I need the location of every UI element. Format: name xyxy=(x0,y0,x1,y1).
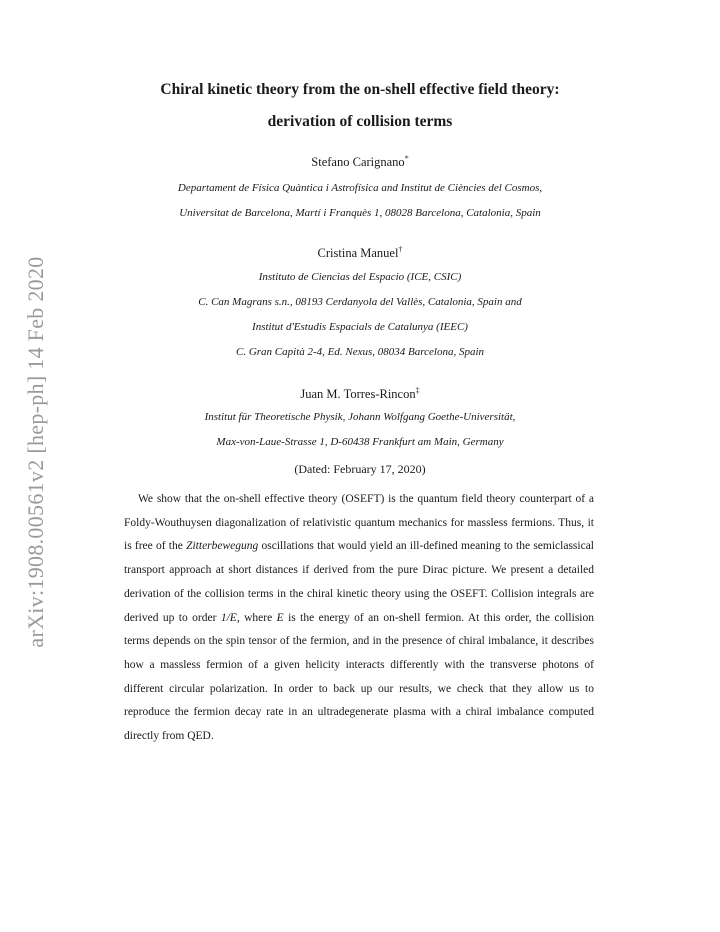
paper-title xyxy=(0,74,720,138)
abstract: We show that the on-shell effective theory (OSEFT) is the quantum field theory counterpart of a Foldy-Wouthuysen diagonalization of relativistic quantum mechanics for massless fermions. Thus, it is free of the Zitterbewegung oscillations that would yield an ill-defined meaning to the semiclassical transport approach at short distances if derived from the pure Dirac picture. We present a detailed derivation of the collision terms in the chiral kinetic theory using the OSEFT. Collision integrals are derived up to order 1/E, where E is the energy of an on-shell fermion. At this order, the collision terms depends on the spin tensor of the fermion, and in the presence of chiral imbalance, it describes how a massless fermion of a given helicity interacts differently with the transverse photons of different circular polarization. In order to back up our results, we check that they allow us to reproduce the fermion decay rate in an ultradegenerate plasma with a chiral imbalance computed directly from QED. xyxy=(124,493,594,743)
abstract-emphasis: Zitterbewegung xyxy=(186,540,259,553)
affiliation-line: C. Gran Capità 2-4, Ed. Nexus, 08034 Barcelona, Spain xyxy=(236,346,484,358)
author-name: Cristina Manuel† xyxy=(317,244,403,260)
author-name: Stefano Carignano* xyxy=(311,153,409,169)
author-block-2 xyxy=(0,243,720,365)
dated-line: (Dated: February 17, 2020) xyxy=(294,462,426,476)
affiliation-line: Institut für Theoretische Physik, Johann Wolfgang Goethe-Universität, xyxy=(204,411,516,423)
author-block-1 xyxy=(0,152,720,226)
math-inline: E xyxy=(276,611,284,624)
affiliation-line: Institut d'Estudis Espacials de Catalunya (IEEC) xyxy=(252,321,468,333)
affiliation-line: Universitat de Barcelona, Martí i Franquès 1, 08028 Barcelona, Catalonia, Spain xyxy=(179,207,541,219)
affiliation-line: Departament de Física Quàntica i Astrofísica and Institut de Ciències del Cosmos, xyxy=(177,182,543,194)
footnote-mark: * xyxy=(404,153,409,163)
affiliation-line: C. Can Magrans s.n., 08193 Cerdanyola del Vallès, Catalonia, Spain and xyxy=(198,296,522,308)
math-inline: 1/E xyxy=(220,611,237,624)
affiliation-line: Max-von-Laue-Strasse 1, D-60438 Frankfurt am Main, Germany xyxy=(216,436,504,448)
title-line-1: Chiral kinetic theory from the on-shell effective field theory: xyxy=(160,81,560,98)
author-block-3 xyxy=(0,384,720,455)
affiliation-line: Instituto de Ciencias del Espacio (ICE, CSIC) xyxy=(258,271,462,283)
arxiv-identifier-stamp: arXiv:1908.00561v2 [hep-ph] 14 Feb 2020 xyxy=(23,256,48,648)
footnote-mark: † xyxy=(398,244,403,254)
author-name: Juan M. Torres-Rincon‡ xyxy=(300,385,420,401)
footnote-mark: ‡ xyxy=(415,385,420,395)
title-line-2: derivation of collision terms xyxy=(267,113,453,130)
